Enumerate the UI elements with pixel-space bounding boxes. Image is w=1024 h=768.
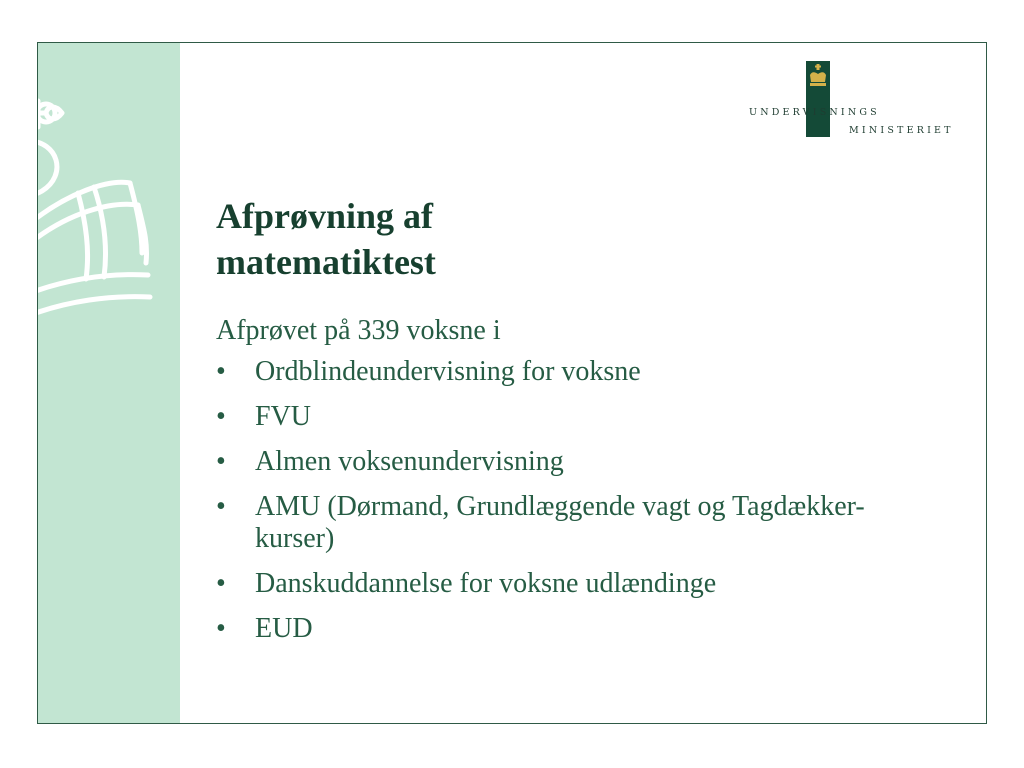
logo-text-line2: MINISTERIET — [849, 125, 954, 136]
intro-text: Afprøvet på 339 voksne i — [216, 315, 501, 346]
bullet-icon: • — [216, 446, 226, 477]
crown-icon — [806, 61, 830, 95]
logo-text-line1: UNDERVISNINGS — [749, 107, 880, 118]
list-item — [216, 446, 936, 478]
list-item — [216, 491, 936, 555]
list-item-text: FVU — [255, 401, 312, 432]
bullet-icon: • — [216, 401, 226, 432]
list-item — [216, 401, 936, 433]
title-line-1: Afprøvning af — [216, 196, 434, 236]
side-band — [38, 43, 180, 723]
bullet-icon: • — [216, 568, 226, 599]
bullet-icon: • — [216, 613, 226, 644]
list-item-text: AMU (Dørmand, Grundlæggende vagt og Tagdækker-kurser) — [255, 491, 865, 554]
list-item-text: EUD — [255, 613, 313, 644]
slide-title — [216, 193, 436, 285]
list-item-text: Ordblindeundervisning for voksne — [255, 356, 641, 387]
bullet-icon: • — [216, 491, 226, 522]
bullet-list — [216, 356, 936, 645]
bullet-icon: • — [216, 356, 226, 387]
list-item — [216, 568, 936, 600]
list-item-text: Almen voksenundervisning — [255, 446, 564, 477]
crown-watermark-icon — [38, 83, 180, 323]
list-item — [216, 356, 936, 388]
list-item-text: Danskuddannelse for voksne udlændinge — [255, 568, 717, 599]
logo-mark — [806, 61, 830, 137]
title-line-2: matematiktest — [216, 242, 436, 282]
slide — [37, 42, 987, 724]
ministry-logo — [750, 61, 970, 141]
slide-body — [216, 315, 936, 658]
list-item — [216, 613, 936, 645]
